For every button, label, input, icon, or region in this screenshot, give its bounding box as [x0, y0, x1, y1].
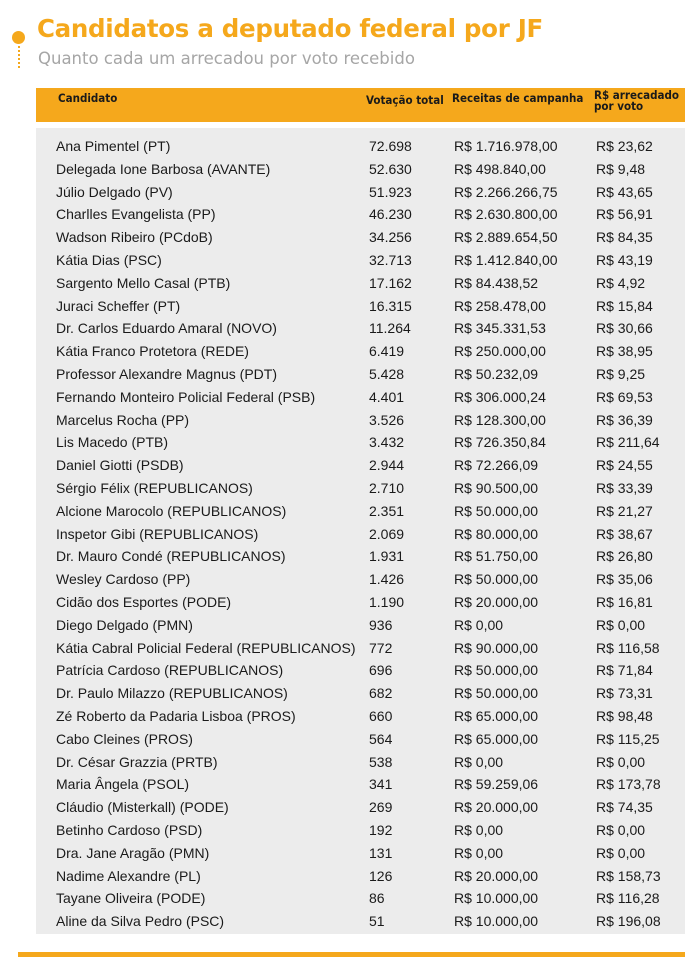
cell-votes: 32.713 [369, 252, 412, 268]
table-row [36, 568, 685, 591]
cell-votes: 538 [369, 753, 393, 770]
cell-revenue: R$ 0,00 [454, 844, 504, 861]
cell-votes: 1.190 [369, 594, 405, 610]
cell-candidate: Tayane Oliveira (PODE) [56, 890, 206, 907]
cell-candidate: Ana Pimentel (PT) [56, 138, 171, 154]
page-subtitle: Quanto cada um arrecadou por voto recebido [38, 49, 415, 68]
table-row [36, 523, 685, 546]
cell-votes: 192 [369, 822, 393, 838]
cell-revenue: R$ 2.266.266,75 [454, 183, 558, 200]
cell-revenue: R$ 345.331,53 [454, 320, 546, 337]
cell-candidate: Sérgio Félix (REPUBLICANOS) [56, 480, 253, 496]
cell-revenue: R$ 20.000,00 [454, 799, 539, 816]
cell-candidate: Charlles Evangelista (PP) [56, 206, 216, 223]
cell-candidate: Alcione Marocolo (REPUBLICANOS) [56, 502, 287, 519]
cell-per-vote: R$ 23,62 [596, 138, 653, 154]
cell-revenue: R$ 20.000,00 [454, 867, 539, 884]
cell-votes: 34.256 [369, 229, 412, 246]
table-row [36, 226, 685, 249]
cell-revenue: R$ 250.000,00 [454, 343, 546, 360]
cell-per-vote: R$ 84,35 [596, 229, 653, 246]
table-row [36, 773, 685, 796]
table-row [36, 591, 685, 614]
table-row [36, 203, 685, 226]
cell-votes: 269 [369, 799, 393, 816]
cell-candidate: Cabo Cleines (PROS) [56, 730, 193, 747]
cell-candidate: Kátia Dias (PSC) [56, 252, 162, 268]
table-row [36, 500, 685, 523]
cell-per-vote: R$ 116,28 [596, 890, 660, 907]
cell-per-vote: R$ 30,66 [596, 320, 653, 337]
cell-candidate: Dr. Paulo Milazzo (REPUBLICANOS) [56, 685, 288, 702]
table-row [36, 910, 685, 933]
cell-revenue: R$ 84.438,52 [454, 274, 539, 291]
table-row [36, 135, 685, 158]
cell-candidate: Patrícia Cardoso (REPUBLICANOS) [56, 662, 284, 679]
cell-per-vote: R$ 0,00 [596, 844, 646, 861]
cell-votes: 51 [369, 913, 385, 930]
cell-votes: 17.162 [369, 274, 412, 291]
cell-revenue: R$ 50.232,09 [454, 366, 539, 382]
table-row [36, 409, 685, 432]
cell-per-vote: R$ 9,48 [596, 160, 646, 177]
table-row [36, 682, 685, 705]
table-row [36, 796, 685, 819]
cell-per-vote: R$ 26,80 [596, 548, 653, 565]
cell-candidate: Júlio Delgado (PV) [56, 183, 173, 200]
cell-revenue: R$ 2.630.800,00 [454, 206, 558, 223]
cell-revenue: R$ 258.478,00 [454, 297, 546, 314]
cell-candidate: Daniel Giotti (PSDB) [56, 457, 184, 474]
cell-per-vote: R$ 0,00 [596, 616, 646, 633]
cell-candidate: Dr. Mauro Condé (REPUBLICANOS) [56, 548, 286, 565]
table-body [36, 128, 685, 934]
cell-votes: 51.923 [369, 183, 412, 200]
cell-candidate: Lis Macedo (PTB) [56, 434, 169, 451]
cell-candidate: Wesley Cardoso (PP) [56, 571, 191, 588]
cell-revenue: R$ 306.000,24 [454, 388, 546, 405]
cell-votes: 4.401 [369, 388, 405, 405]
cell-per-vote: R$ 115,25 [596, 730, 660, 747]
cell-candidate: Cidão dos Esportes (PODE) [56, 594, 232, 610]
cell-revenue: R$ 50.000,00 [454, 662, 539, 679]
cell-candidate: Kátia Franco Protetora (REDE) [56, 343, 249, 360]
cell-per-vote: R$ 74,35 [596, 799, 653, 816]
cell-candidate: Diego Delgado (PMN) [56, 616, 193, 633]
cell-votes: 2.710 [369, 480, 405, 496]
cell-per-vote: R$ 69,53 [596, 388, 653, 405]
cell-revenue: R$ 80.000,00 [454, 525, 539, 542]
cell-per-vote: R$ 33,39 [596, 480, 653, 496]
cell-revenue: R$ 498.840,00 [454, 160, 546, 177]
cell-votes: 86 [369, 890, 385, 907]
cell-per-vote: R$ 16,81 [596, 594, 653, 610]
cell-candidate: Cláudio (Misterkall) (PODE) [56, 799, 229, 816]
cell-revenue: R$ 0,00 [454, 753, 504, 770]
cell-candidate: Aline da Silva Pedro (PSC) [56, 913, 225, 930]
cell-per-vote: R$ 43,65 [596, 183, 653, 200]
cell-votes: 3.526 [369, 411, 405, 428]
cell-votes: 2.069 [369, 525, 405, 542]
cell-revenue: R$ 51.750,00 [454, 548, 539, 565]
cell-votes: 660 [369, 708, 393, 724]
cell-votes: 3.432 [369, 434, 405, 451]
title-dotted-line [18, 46, 20, 68]
cell-candidate: Nadime Alexandre (PL) [56, 867, 201, 884]
cell-candidate: Delegada Ione Barbosa (AVANTE) [56, 160, 271, 177]
cell-votes: 696 [369, 662, 393, 679]
cell-revenue: R$ 0,00 [454, 822, 504, 838]
cell-candidate: Marcelus Rocha (PP) [56, 411, 190, 428]
table-row [36, 865, 685, 888]
title-bullet-icon [12, 31, 25, 44]
table-row [36, 363, 685, 386]
table-header [36, 88, 685, 122]
cell-candidate: Dr. Carlos Eduardo Amaral (NOVO) [56, 320, 277, 337]
cell-per-vote: R$ 56,91 [596, 206, 653, 223]
cell-candidate: Maria Ângela (PSOL) [56, 776, 190, 793]
cell-revenue: R$ 2.889.654,50 [454, 229, 558, 246]
table-row [36, 751, 685, 774]
cell-per-vote: R$ 38,95 [596, 343, 653, 360]
table-row [36, 705, 685, 728]
table-row [36, 819, 685, 842]
table-row [36, 887, 685, 910]
cell-per-vote: R$ 35,06 [596, 571, 653, 588]
cell-candidate: Sargento Mello Casal (PTB) [56, 274, 231, 291]
cell-candidate: Kátia Cabral Policial Federal (REPUBLICANOS) [56, 639, 356, 656]
header-revenue: Receitas de campanha [452, 91, 584, 105]
cell-revenue: R$ 90.500,00 [454, 480, 539, 496]
cell-candidate: Wadson Ribeiro (PCdoB) [56, 229, 213, 246]
cell-per-vote: R$ 158,73 [596, 867, 661, 884]
cell-votes: 2.351 [369, 502, 405, 519]
cell-revenue: R$ 50.000,00 [454, 685, 539, 702]
cell-per-vote: R$ 173,78 [596, 776, 661, 793]
cell-revenue: R$ 726.350,84 [454, 434, 546, 451]
cell-revenue: R$ 1.412.840,00 [454, 252, 558, 268]
table-row [36, 637, 685, 660]
cell-per-vote: R$ 0,00 [596, 822, 646, 838]
cell-candidate: Betinho Cardoso (PSD) [56, 822, 203, 838]
cell-per-vote: R$ 71,84 [596, 662, 653, 679]
header-candidate: Candidato [58, 91, 118, 105]
table-row [36, 842, 685, 865]
cell-per-vote: R$ 36,39 [596, 411, 653, 428]
table-row [36, 545, 685, 568]
table-row [36, 477, 685, 500]
bottom-accent-bar [18, 952, 685, 957]
cell-revenue: R$ 50.000,00 [454, 571, 539, 588]
cell-revenue: R$ 90.000,00 [454, 639, 539, 656]
cell-candidate: Juraci Scheffer (PT) [56, 297, 181, 314]
cell-candidate: Professor Alexandre Magnus (PDT) [56, 366, 277, 382]
cell-per-vote: R$ 4,92 [596, 274, 646, 291]
table-row [36, 249, 685, 272]
header-votes: Votação total [366, 93, 444, 107]
cell-votes: 341 [369, 776, 393, 793]
cell-per-vote: R$ 98,48 [596, 708, 653, 724]
header-per-vote-line2: por voto [594, 99, 644, 113]
cell-per-vote: R$ 43,19 [596, 252, 653, 268]
table-row [36, 659, 685, 682]
cell-revenue: R$ 1.716.978,00 [454, 138, 558, 154]
table-row [36, 158, 685, 181]
cell-votes: 6.419 [369, 343, 405, 360]
header-per-vote [594, 90, 679, 112]
cell-votes: 5.428 [369, 366, 405, 382]
cell-per-vote: R$ 211,64 [596, 434, 660, 451]
cell-revenue: R$ 128.300,00 [454, 411, 546, 428]
table-row [36, 317, 685, 340]
cell-revenue: R$ 0,00 [454, 616, 504, 633]
cell-votes: 126 [369, 867, 393, 884]
cell-candidate: Inspetor Gibi (REPUBLICANOS) [56, 525, 259, 542]
cell-revenue: R$ 72.266,09 [454, 457, 539, 474]
cell-votes: 11.264 [369, 320, 411, 337]
cell-votes: 16.315 [369, 297, 412, 314]
cell-per-vote: R$ 196,08 [596, 913, 661, 930]
table-row [36, 386, 685, 409]
cell-votes: 682 [369, 685, 393, 702]
cell-votes: 72.698 [369, 138, 412, 154]
table-row [36, 272, 685, 295]
table-row [36, 431, 685, 454]
header-per-vote-line1: R$ arrecadado [594, 88, 679, 102]
cell-votes: 564 [369, 730, 393, 747]
cell-per-vote: R$ 38,67 [596, 525, 653, 542]
cell-candidate: Dra. Jane Aragão (PMN) [56, 844, 210, 861]
cell-revenue: R$ 65.000,00 [454, 730, 539, 747]
cell-votes: 2.944 [369, 457, 405, 474]
table-row [36, 340, 685, 363]
cell-votes: 46.230 [369, 206, 412, 223]
table-row [36, 295, 685, 318]
cell-votes: 936 [369, 616, 393, 633]
cell-per-vote: R$ 0,00 [596, 753, 646, 770]
cell-votes: 1.931 [369, 548, 405, 565]
table-row [36, 454, 685, 477]
cell-per-vote: R$ 9,25 [596, 366, 646, 382]
cell-per-vote: R$ 21,27 [596, 502, 653, 519]
cell-per-vote: R$ 73,31 [596, 685, 653, 702]
table-row [36, 181, 685, 204]
cell-per-vote: R$ 116,58 [596, 639, 660, 656]
table-row [36, 614, 685, 637]
table-row [36, 728, 685, 751]
cell-per-vote: R$ 24,55 [596, 457, 653, 474]
cell-votes: 131 [369, 844, 393, 861]
cell-revenue: R$ 59.259,06 [454, 776, 539, 793]
cell-votes: 772 [369, 639, 393, 656]
cell-revenue: R$ 20.000,00 [454, 594, 539, 610]
cell-revenue: R$ 10.000,00 [454, 890, 539, 907]
cell-revenue: R$ 50.000,00 [454, 502, 539, 519]
cell-candidate: Dr. César Grazzia (PRTB) [56, 753, 218, 770]
cell-votes: 1.426 [369, 571, 405, 588]
cell-revenue: R$ 65.000,00 [454, 708, 539, 724]
cell-candidate: Zé Roberto da Padaria Lisboa (PROS) [56, 708, 296, 724]
cell-per-vote: R$ 15,84 [596, 297, 653, 314]
cell-candidate: Fernando Monteiro Policial Federal (PSB) [56, 388, 316, 405]
cell-revenue: R$ 10.000,00 [454, 913, 539, 930]
cell-votes: 52.630 [369, 160, 412, 177]
page-title: Candidatos a deputado federal por JF [37, 14, 543, 43]
